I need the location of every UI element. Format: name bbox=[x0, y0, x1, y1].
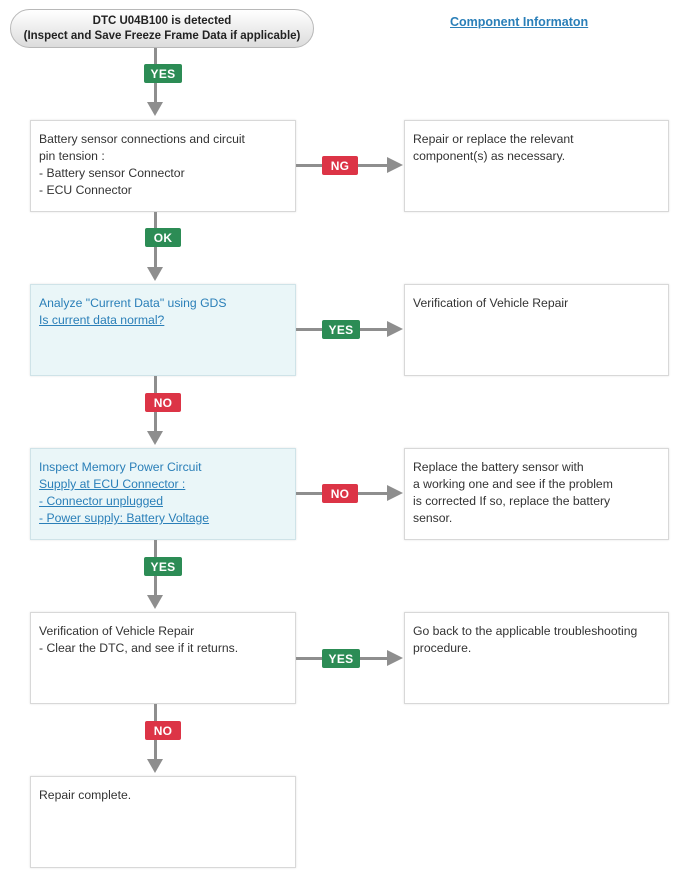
component-information-link[interactable]: Component Informaton bbox=[450, 15, 589, 29]
power-supply-link[interactable]: - Power supply: Battery Voltage bbox=[39, 511, 210, 525]
result1-line: Repair or replace the relevant bbox=[413, 132, 574, 146]
step-inspect-memory-power bbox=[30, 448, 296, 540]
yes-badge-step4: YES bbox=[322, 649, 360, 668]
arrow-down-icon bbox=[147, 595, 163, 609]
step4-line: Verification of Vehicle Repair bbox=[39, 624, 195, 638]
no-badge-step2: NO bbox=[145, 393, 181, 412]
step-analyze-current-data bbox=[30, 284, 296, 376]
ng-badge: NG bbox=[322, 156, 358, 175]
result4-line: procedure. bbox=[413, 641, 472, 655]
step1-line: - Battery sensor Connector bbox=[39, 166, 185, 180]
arrow-right-icon bbox=[387, 485, 403, 501]
step4-line: - Clear the DTC, and see if it returns. bbox=[39, 641, 239, 655]
result-go-back-troubleshooting bbox=[404, 612, 669, 704]
arrow-right-icon bbox=[387, 157, 403, 173]
result-replace-battery-sensor bbox=[404, 448, 669, 540]
supply-ecu-connector-link[interactable]: Supply at ECU Connector : bbox=[39, 477, 186, 491]
arrow-down-icon bbox=[147, 102, 163, 116]
result-verification-vehicle-repair bbox=[404, 284, 669, 376]
result2-line: Verification of Vehicle Repair bbox=[413, 296, 569, 310]
no-badge-step3: NO bbox=[322, 484, 358, 503]
result3-line: is corrected If so, replace the battery bbox=[413, 494, 611, 508]
step1-line: pin tension : bbox=[39, 149, 105, 163]
step-battery-sensor-connections bbox=[30, 120, 296, 212]
step-verification-clear-dtc bbox=[30, 612, 296, 704]
result3-line: sensor. bbox=[413, 511, 453, 525]
arrow-down-icon bbox=[147, 267, 163, 281]
result1-line: component(s) as necessary. bbox=[413, 149, 566, 163]
no-badge-step4: NO bbox=[145, 721, 181, 740]
arrow-down-icon bbox=[147, 759, 163, 773]
arrow-right-icon bbox=[387, 650, 403, 666]
start-subtitle: (Inspect and Save Freeze Frame Data if applicable) bbox=[23, 29, 301, 42]
step3-line: Inspect Memory Power Circuit bbox=[39, 460, 202, 474]
step-repair-complete bbox=[30, 776, 296, 868]
step1-line: - ECU Connector bbox=[39, 183, 132, 197]
yes-badge-step2: YES bbox=[322, 320, 360, 339]
step1-line: Battery sensor connections and circuit bbox=[39, 132, 245, 146]
result4-line: Go back to the applicable troubleshooting bbox=[413, 624, 638, 638]
arrow-down-icon bbox=[147, 431, 163, 445]
result-repair-replace bbox=[404, 120, 669, 212]
arrow-right-icon bbox=[387, 321, 403, 337]
yes-badge-start: YES bbox=[144, 64, 182, 83]
step2-line: Analyze "Current Data" using GDS bbox=[39, 296, 227, 310]
connector-unplugged-link[interactable]: - Connector unplugged bbox=[39, 494, 163, 508]
ok-badge: OK bbox=[145, 228, 181, 247]
yes-badge-step3: YES bbox=[144, 557, 182, 576]
step5-line: Repair complete. bbox=[39, 788, 132, 802]
start-node bbox=[10, 9, 314, 48]
start-title: DTC U04B100 is detected bbox=[92, 14, 232, 27]
result3-line: a working one and see if the problem bbox=[413, 477, 613, 491]
current-data-normal-link[interactable]: Is current data normal? bbox=[39, 313, 165, 327]
result3-line: Replace the battery sensor with bbox=[413, 460, 584, 474]
